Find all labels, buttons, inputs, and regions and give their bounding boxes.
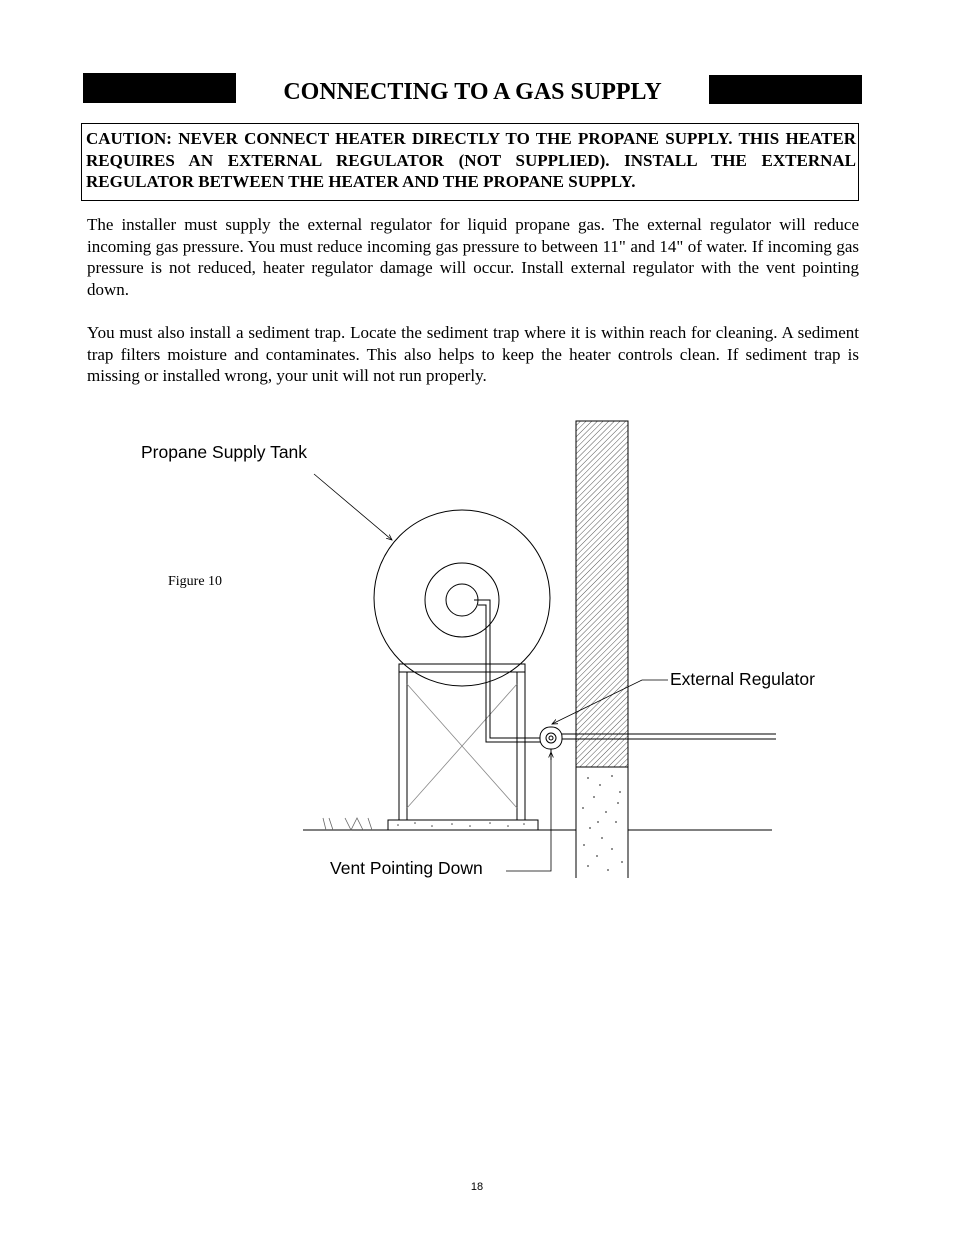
propane-tank [374,510,550,686]
page-number: 18 [470,1181,484,1193]
tank-label: Propane Supply Tank [141,442,308,462]
foundation-speckle [582,775,623,871]
sediment-trap-paragraph: You must also install a sediment trap. Locate the sediment trap where it is within reach for cleaning. A sediment trap filters moisture and contaminates. This also helps to keep the heater controls clean. If sediment trap is missing or installed wrong, your unit will not run properly. [87,323,859,386]
figure-caption: Figure 10 [168,574,223,589]
wall [576,421,628,878]
page-title: CONNECTING TO A GAS SUPPLY [283,79,662,105]
vent-label: Vent Pointing Down [330,858,483,878]
concrete-pad [388,820,538,830]
vent-leader [506,752,551,871]
tank-leader [314,474,392,540]
regulator-paragraph: The installer must supply the external regulator for liquid propane gas. The external regulator will reduce incoming gas pressure. You must reduce incoming gas pressure to between 11" and 14" of water. If incoming gas pressure is not reduced, heater regulator damage will occur. Install external regulator with the vent pointing down. [87,215,859,299]
regulator-label: External Regulator [670,669,815,689]
caution-text: CAUTION: NEVER CONNECT HEATER DIRECTLY TO THE PROPANE SUPPLY. THIS HEATER REQUIRES AN EXTERNAL REGULATOR (NOT SUPPLIED). INSTALL THE EXTERNAL REGULATOR BETWEEN THE HEATER AND THE PROPANE SUPPLY. [86,129,856,191]
